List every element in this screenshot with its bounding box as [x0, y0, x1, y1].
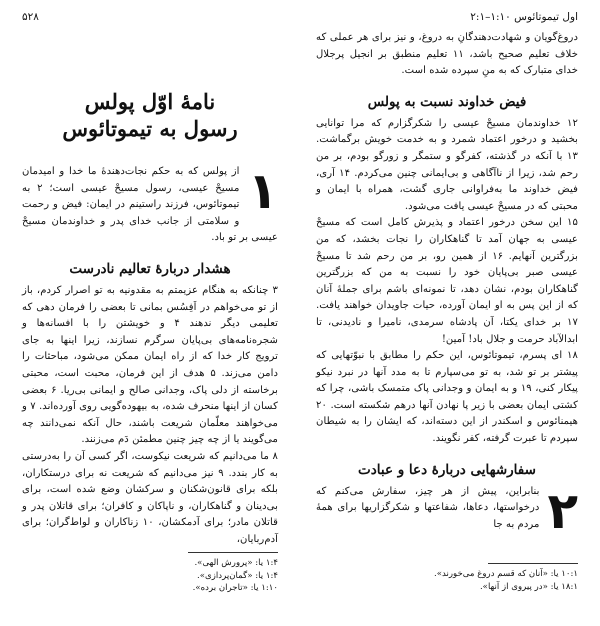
paragraph-grace-2: ۱۵ این سخن درخور اعتماد و پذیرش کامل است که مسیحْ عیسی به جهان آمد تا گناهکاران را نجات بخشد، که من بزرگترین آنهایم. ۱۶ از همین رو، بر من رحم شد تا مسیحْ عیسی صبر بی‌پایان خود را نسبت به من که بزرگترین گناهکاران بودم، نشان دهد، تا نمونه‌ای باشم برای جملهٔ آنان که از این پس به او ایمان آورده، حیات جاویدان خواهند یافت. ۱۷ بر خدای یکتا، آن پادشاه سرمدی، نامیرا و نادیدنی، تا ابدالآباد حرمت و جلال باد! آمین!: [316, 217, 578, 345]
page-number: ۵۲۸: [22, 11, 39, 23]
footnote-rule-right: [488, 563, 578, 564]
running-header: [22, 8, 578, 26]
chapter-1-numeral: ۱: [247, 164, 278, 220]
paragraph-greeting: از پولس که به حکم نجات‌دهندهٔ ما خدا و امیدمان مسیحْ عیسی، رسول مسیحْ عیسی است؛ ۲ به تیموتائوس، فرزند راستینم در ایمان: فیض و رحمت و سلامتی از جانب خدای پدر و خداوندمان مسیحْ عیسی بر تو باد.: [22, 166, 278, 244]
paragraph-grace-3: ۱۸ ای پسرم، تیموتائوس، این حکم را مطابق با نبوّتهایی که پیشتر بر تو شد، به تو می‌سپارم تا به مدد آنها در نبرد نیکو پیکار کنی، ۱۹ و به ایمان و وجدانی پاک متمسک باشی، چرا که کشتی ایمان بعضی با زیر پا نهادن آنها درهم شکسته است. ۲۰ هیمنائوس و اسکندر از این دسته‌اند، که ایشان را به شیطان سپردم تا عبرت گرفته، کفر نگویند.: [316, 350, 578, 445]
paragraph-warning-1: ۳ چنانکه به هنگام عزیمتم به مقدونیه به تو اصرار کردم، باز از تو می‌خواهم در اَفِسُس بمانی تا بعضی را فرمان دهی که تعلیمی دیگر ندهند ۴ و خویشتن را با افسانه‌ها و شجره‌نامه‌های بی‌پایان سرگرم نسازند، زیرا اینها به جای ترویج کار خدا که از راه ایمان ممکن می‌شود، مباحثات را دامن می‌زند. ۵ هدف از این فرمان، محبت است، محبتی برخاسته از دلی پاک، وجدانی صالح و ایمانی بی‌ریا. ۶ بعضی کسان از اینها منحرف شده، به بیهوده‌گویی روی آورده‌اند. ۷ و می‌خواهند معلّمان شریعت باشند، حال آنکه نمی‌دانند چه می‌گویند یا از چه چیز چنین مطمئن دَم می‌زنند.: [22, 284, 278, 446]
chapter-2-block: [316, 484, 578, 534]
section-heading-prayer: سفارشهایی دربارهٔ دعا و عبادت: [358, 461, 536, 478]
footnote: ۱:۴ یا: «پرورش الهی».: [194, 558, 278, 568]
book-title: [22, 88, 278, 142]
footnote: ۱:۱۰ یا: «تاجران برده».: [192, 583, 278, 593]
footnotes-right: [316, 568, 578, 593]
footnote: ۱۰:۱ یا: «آنان که قسم دروغ می‌خورند».: [433, 569, 578, 579]
paragraph-chapter-2: بنابراین، پیش از هر چیز، سفارش می‌کنم که درخواستها، دعاها، شفاعتها و شکرگزاریها برای همهٔ مردم به جا: [316, 485, 540, 530]
running-title: اول تیموتائوس ۱:۱۰–۲:۱: [470, 11, 578, 23]
section-heading-warning: هشدار دربارهٔ تعالیم نادرست: [69, 260, 231, 277]
chapter-2-numeral: ۲: [547, 483, 578, 534]
left-column: [22, 30, 278, 548]
footnotes-left: [22, 557, 278, 595]
footnote: ۱:۴ یا: «گمان‌پردازی».: [197, 570, 278, 581]
right-column: [316, 30, 578, 534]
paragraph-warning-2: ۸ ما می‌دانیم که شریعت نیکوست، اگر کسی آن را به‌درستی به کار بندد. ۹ نیز می‌دانیم که شریعت نه برای درستکاران، بلکه برای قانون‌شکنان و سرکشان وضع شده است، برای بی‌دینان و گناهکاران، و ناپاکان و کافران؛ برای قاتلان پدر و قاتلان مادر؛ برای آدمکشان، ۱۰ زناکاران و لواط‌گران؛ برای آدم‌ربایان،: [22, 450, 278, 545]
book-title-line-2: رسول به تیموتائوس: [62, 116, 238, 141]
section-heading-grace: فیض خداوند نسبت به پولس: [367, 93, 527, 110]
book-title-line-1: نامهٔ اوّل پولس: [84, 89, 216, 114]
paragraph-grace-1: ۱۲ خداوندمان مسیحْ عیسی را شکرگزارم که مرا توانایی بخشید و درخور اعتماد شمرد و به خدمت خویش برگماشت. ۱۳ با آنکه در گذشته، کفرگو و ستمگر و زورگو بودم، بر من رحم شد، زیرا از ناآگاهی و بی‌ایمانی چنین می‌کردم. ۱۴ آری، فیض خداوند ما به‌فراوانی جاری گشت، همراه با ایمان و محبتی که در مسیحْ عیسی یافت می‌شود.: [316, 117, 578, 212]
footnote-rule-left: [188, 552, 278, 553]
chapter-1-block: [22, 164, 278, 247]
footnote: ۱۸:۱ یا: «در پیروی از آنها».: [479, 581, 578, 592]
paragraph-intro: دروغ‌گویان و شهادت‌دهندگانِ به دروغ، و نیز برای هر عملی که خلاف تعلیم صحیح باشد، ۱۱ تعلیم منطبق بر انجیل پرجلال خدای متبارک که به منِ سپرده شده است.: [316, 32, 578, 77]
